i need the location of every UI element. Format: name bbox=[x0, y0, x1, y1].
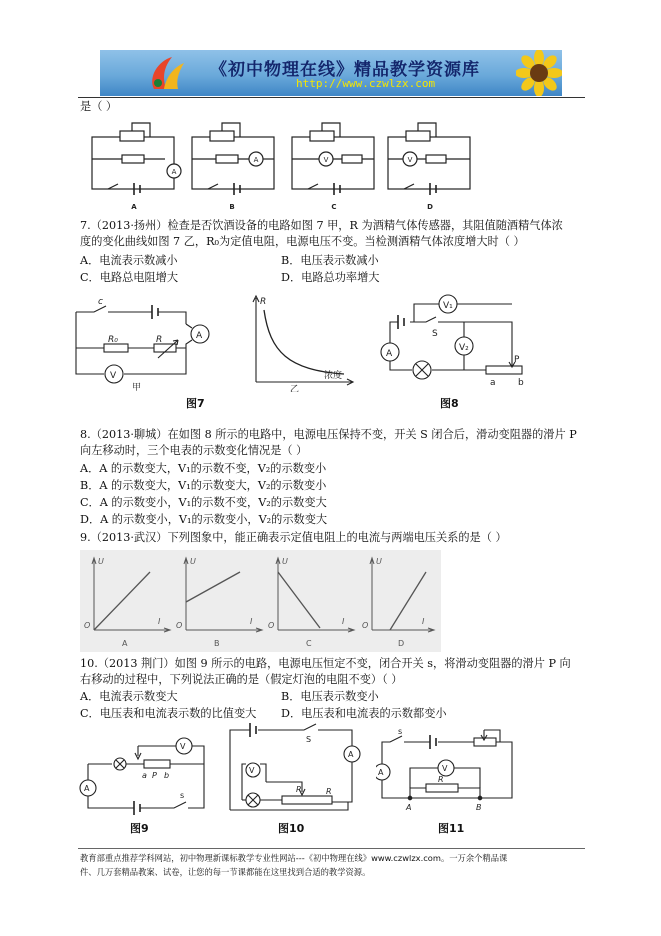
fig8-circuit bbox=[374, 290, 534, 390]
fig11-r-label: R bbox=[438, 775, 444, 784]
fig9-caption: 图9 bbox=[130, 822, 149, 835]
fig8-ammeter-label: A bbox=[386, 349, 393, 359]
fig11-end-a: A bbox=[406, 803, 412, 812]
q9-graph-d-ylabel: U bbox=[376, 557, 382, 566]
fig7-graph-ylabel: R bbox=[260, 297, 267, 307]
q9-graph-c-xlabel: I bbox=[342, 617, 345, 626]
q7-stem-1: 7.（2013·扬州）检查是否饮酒设备的电路如图 7 甲，R 为酒精气体传感器，其阻值随酒精气体浓 bbox=[80, 219, 563, 232]
q8-option-c: C．A 的示数变小，V₁的示数不变，V₂的示数变大 bbox=[80, 496, 327, 509]
fig9-end-b: b bbox=[164, 771, 170, 780]
fig8-end-b: b bbox=[518, 378, 524, 388]
q6-label-b: B bbox=[229, 203, 235, 211]
q9-label-b: B bbox=[214, 639, 220, 648]
fig11-circuit bbox=[376, 728, 526, 814]
q9-label-c: C bbox=[306, 639, 312, 648]
q10-option-b: B．电压表示数变小 bbox=[281, 690, 379, 703]
q9-graph-a-ylabel: U bbox=[98, 557, 104, 566]
q6-circuit-c bbox=[292, 123, 374, 195]
svg-text:V: V bbox=[407, 156, 413, 164]
fig7-caption: 图7 bbox=[186, 397, 205, 410]
q10-option-d: D．电压表和电流表的示数都变小 bbox=[281, 707, 447, 720]
q10-stem-1: 10.（2013 荆门）如图 9 所示的电路，电源电压恒定不变，闭合开关 s，将滑动变阻器的滑片 P 向 bbox=[80, 657, 571, 670]
footer-divider bbox=[78, 848, 585, 849]
q9-graphs bbox=[80, 550, 441, 652]
q10-option-a: A．电流表示数变大 bbox=[80, 690, 178, 703]
q6-circuit-b bbox=[192, 123, 274, 195]
q10-option-c: C．电压表和电流表示数的比值变大 bbox=[80, 707, 257, 720]
q8-stem-1: 8.（2013·聊城）在如图 8 所示的电路中，电源电压保持不变，开关 S 闭合后，滑动变阻器的滑片 P bbox=[80, 428, 577, 441]
q6-tail: 是（ ） bbox=[80, 100, 118, 113]
q9-graph-c-origin: O bbox=[268, 621, 275, 630]
fig10-circuit bbox=[220, 722, 370, 818]
fig10-voltmeter-label: V bbox=[249, 766, 255, 775]
svg-text:A: A bbox=[171, 168, 177, 176]
q7-option-c: C．电路总电阻增大 bbox=[80, 271, 179, 284]
q9-graphs-photo bbox=[80, 550, 441, 652]
svg-text:c: c bbox=[98, 297, 103, 307]
q9-graph-b-ylabel: U bbox=[190, 557, 196, 566]
fig7-yi-label: 乙 bbox=[290, 385, 300, 392]
q9-graph-b-xlabel: I bbox=[250, 617, 253, 626]
header-title: 《初中物理在线》精品教学资源库 bbox=[210, 60, 480, 80]
fig8-v1-label: V₁ bbox=[443, 301, 453, 311]
fig7-jia-label: 甲 bbox=[132, 383, 142, 392]
header-banner bbox=[100, 50, 562, 96]
q9-graph-a-origin: O bbox=[84, 621, 91, 630]
q6-circuit-a bbox=[92, 123, 181, 195]
footer-line-1: 教育部重点推荐学科网站，初中物理新课标教学专业性网站---《初中物理在线》www.czwlzx.com。一万余个精品课 bbox=[80, 853, 508, 863]
svg-text:A: A bbox=[253, 156, 259, 164]
fig7-r0-label: R₀ bbox=[108, 335, 118, 345]
fig8-end-a: a bbox=[490, 378, 496, 388]
footer-line-2: 件、几万套精品教案、试卷，让您的每一节课都能在这里找到合适的教学资源。 bbox=[80, 867, 371, 877]
q6-label-c: C bbox=[331, 203, 337, 211]
q6-label-a: A bbox=[131, 203, 137, 211]
fig10-ammeter-label: A bbox=[348, 750, 354, 759]
q6-label-d: D bbox=[427, 203, 433, 211]
header-url[interactable]: http://www.czwlzx.com bbox=[296, 77, 436, 90]
q8-stem-2: 向左移动时，三个电表的示数变化情况是（ ） bbox=[80, 444, 308, 457]
fig8-caption: 图8 bbox=[440, 397, 459, 410]
fig9-switch-label: s bbox=[180, 791, 185, 800]
fig10-caption: 图10 bbox=[278, 822, 305, 835]
q8-option-d: D．A 的示数变小，V₁的示数变小，V₂的示数变大 bbox=[80, 513, 328, 526]
fig8-v2-label: V₂ bbox=[459, 343, 469, 353]
q7-stem-2: 度的变化曲线如图 7 乙，R₀为定值电阻，电源电压不变。当检测酒精气体浓度增大时（ ） bbox=[80, 235, 525, 248]
fig11-ammeter-label: A bbox=[378, 768, 384, 777]
q8-option-b: B．A 的示数变大，V₁的示数变大，V₂的示数变小 bbox=[80, 479, 327, 492]
q8-option-a: A．A 的示数变大，V₁的示数不变，V₂的示数变小 bbox=[80, 462, 327, 475]
q7-option-b: B．电压表示数减小 bbox=[281, 254, 379, 267]
fig8-slider-label: P bbox=[514, 355, 520, 365]
sunflower-icon bbox=[516, 50, 562, 96]
fig9-ammeter-label: A bbox=[84, 784, 90, 793]
fig9-slider-label: P bbox=[152, 771, 157, 780]
q9-graph-d-origin: O bbox=[362, 621, 369, 630]
q9-graph-d-xlabel: I bbox=[422, 617, 425, 626]
fig7-voltmeter-label: V bbox=[110, 371, 117, 381]
q9-stem: 9.（2013·武汉）下列图象中，能正确表示定值电阻上的电流与两端电压关系的是（ ） bbox=[80, 531, 507, 544]
fig9-voltmeter-label: V bbox=[180, 742, 186, 751]
q10-stem-2: 右移动的过程中，下列说法正确的是（假定灯泡的电阻不变）（ ） bbox=[80, 673, 403, 686]
q6-circuits bbox=[80, 115, 480, 215]
q7-option-d: D．电路总功率增大 bbox=[281, 271, 380, 284]
fig7-ammeter-label: A bbox=[196, 331, 203, 341]
q9-graph-b-origin: O bbox=[176, 621, 183, 630]
fig10-slider-label: P bbox=[296, 785, 301, 794]
logo-icon bbox=[144, 53, 190, 93]
q9-label-d: D bbox=[398, 639, 405, 648]
q9-graph-c-ylabel: U bbox=[282, 557, 288, 566]
fig7-graph bbox=[244, 292, 364, 392]
fig10-switch-label: S bbox=[306, 735, 312, 744]
fig7-circuit bbox=[66, 292, 226, 392]
fig10-r-label: R bbox=[326, 787, 332, 796]
fig7-r-label: R bbox=[156, 335, 163, 345]
q9-label-a: A bbox=[122, 639, 128, 648]
fig8-switch-label: S bbox=[432, 329, 438, 339]
q6-circuit-d bbox=[388, 123, 470, 195]
fig11-switch-label: s bbox=[398, 728, 403, 736]
fig11-caption: 图11 bbox=[438, 822, 465, 835]
q7-option-a: A．电流表示数减小 bbox=[80, 254, 178, 267]
fig9-end-a: a bbox=[142, 771, 147, 780]
header-divider bbox=[78, 97, 585, 98]
fig11-voltmeter-label: V bbox=[442, 764, 448, 773]
fig11-end-b: B bbox=[476, 803, 482, 812]
fig7-graph-xlabel: 浓度 bbox=[324, 371, 343, 381]
svg-text:V: V bbox=[323, 156, 329, 164]
fig9-circuit bbox=[74, 732, 214, 818]
q9-graph-a-xlabel: I bbox=[158, 617, 161, 626]
